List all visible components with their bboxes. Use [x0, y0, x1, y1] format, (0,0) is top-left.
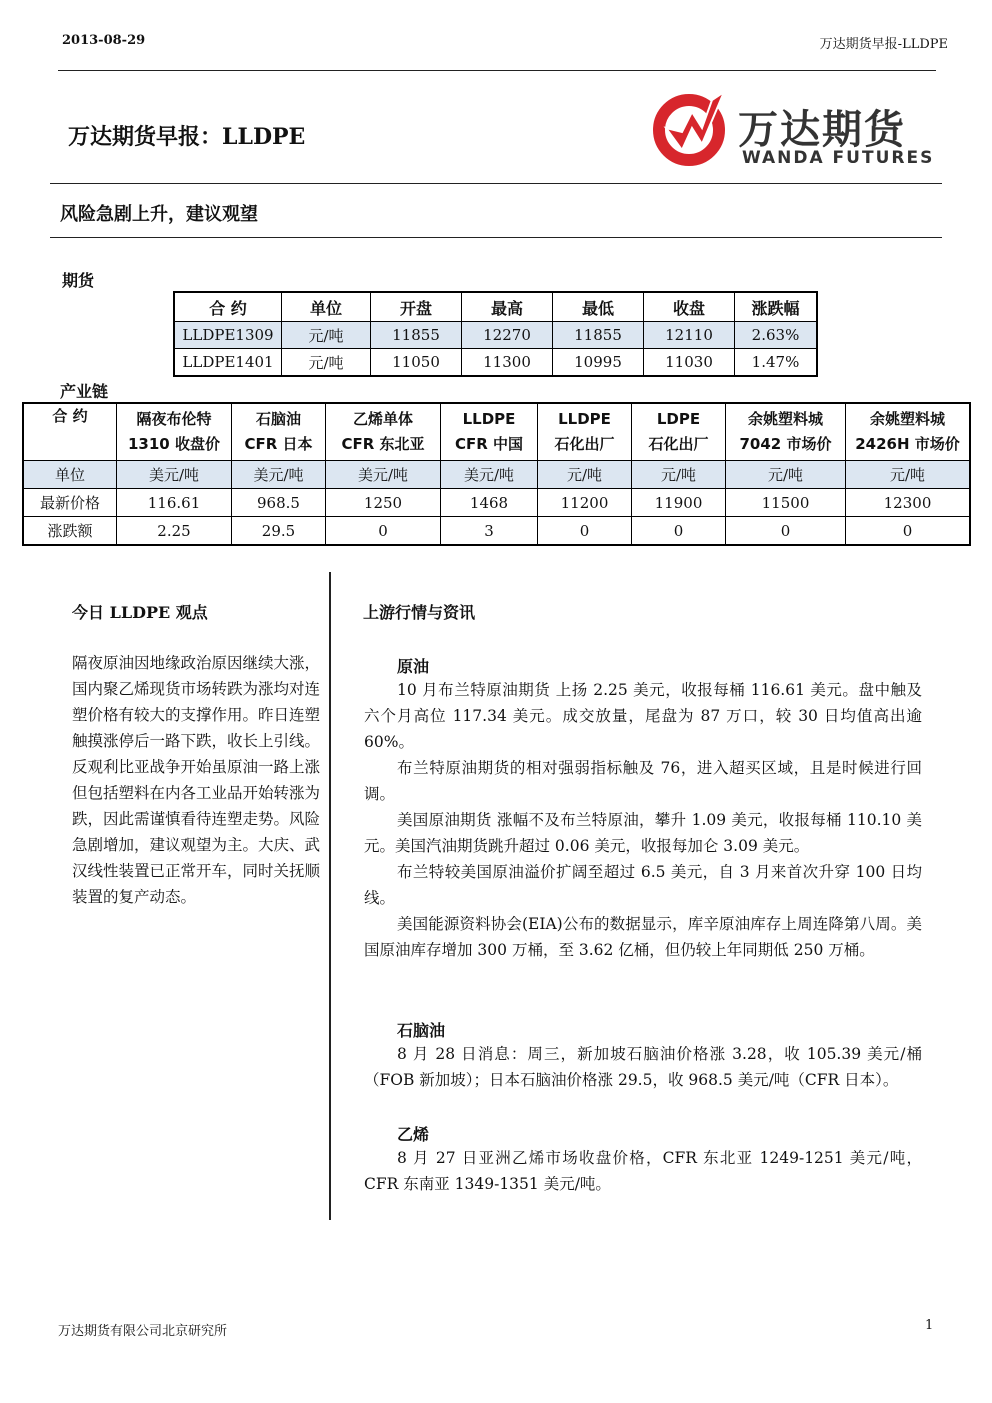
- table-cell: 116.61: [117, 489, 232, 517]
- table-cell: 单位: [23, 461, 117, 489]
- futures-table: [173, 291, 818, 377]
- table-cell: 涨跌额: [23, 517, 117, 546]
- report-subtitle: 风险急剧上升，建议观望: [60, 204, 258, 225]
- header-line: LLDPE: [558, 410, 611, 428]
- header-cell: [117, 403, 232, 461]
- table-cell: 968.5: [232, 489, 326, 517]
- table-cell: 11050: [371, 349, 462, 377]
- header-line: 2426H 市场价: [855, 435, 960, 453]
- header-line: 隔夜布伦特: [136, 410, 212, 428]
- table-cell: 11900: [632, 489, 726, 517]
- table-header-row: [174, 292, 817, 322]
- table-row: [23, 489, 970, 517]
- table-cell: 元/吨: [632, 461, 726, 489]
- header-cell: [846, 403, 971, 461]
- table-cell: 11500: [726, 489, 846, 517]
- crude-paragraph-1: 10 月布兰特原油期货 上扬 2.25 美元，收报每桶 116.61 美元。盘中触及六个月高位 117.34 美元。成交放量，尾盘为 87 万口，较 30 日均值高出逾 60%。: [364, 681, 922, 751]
- header-cell: 单位: [282, 292, 371, 322]
- crude-paragraph-5: 美国能源资料协会(EIA)公布的数据显示，库辛原油库存上周连降第八周。美国原油库存增加 300 万桶，至 3.62 亿桶，但仍较上年同期低 250 万桶。: [364, 915, 922, 959]
- header-cell: 收盘: [644, 292, 735, 322]
- header-rule: [58, 70, 936, 71]
- header-line: 余姚塑料城: [747, 410, 823, 428]
- header-cell: 最高: [462, 292, 553, 322]
- futures-section-label: 期货: [62, 271, 95, 290]
- header-line: 石化出厂: [648, 435, 709, 453]
- table-cell: 11030: [644, 349, 735, 377]
- industry-chain-table: [22, 402, 971, 546]
- table-cell: 0: [538, 517, 632, 546]
- table-cell: LLDPE1401: [174, 349, 282, 377]
- header-line: CFR 东北亚: [341, 435, 425, 453]
- crude-oil-heading: 原油: [397, 657, 430, 676]
- table-cell: 0: [632, 517, 726, 546]
- ethylene-paragraph: 8 月 27 日亚洲乙烯市场收盘价格，CFR 东北亚 1249-1251 美元/吨，CFR 东南亚 1349-1351 美元/吨。: [364, 1149, 922, 1193]
- naphtha-paragraph: 8 月 28 日消息：周三，新加坡石脑油价格涨 3.28，收 105.39 美元/桶（FOB 新加坡）；日本石脑油价格涨 29.5，收 968.5 美元/吨（CFR 日本）。: [364, 1045, 922, 1089]
- chain-section-label: 产业链: [60, 382, 109, 401]
- logo-english-name: WANDA FUTURES: [742, 148, 935, 168]
- table-cell: 2.25: [117, 517, 232, 546]
- table-cell: 12300: [846, 489, 971, 517]
- outlook-body: 隔夜原油因地缘政治原因继续大涨，国内聚乙烯现货市场转跌为涨均对连塑价格有较大的支撑作用。昨日连塑触摸涨停后一路下跌，收长上引线。反观利比亚战争开始虽原油一路上涨但包括塑料在内各工业品开始转涨为跌，因此需谨慎看待连塑走势。风险急剧增加，建议观望为主。大庆、武汉线性装置已正常开车，同时关抚顺装置的复产动态。: [72, 654, 321, 906]
- table-row: [174, 322, 817, 349]
- page-number: 1: [925, 1318, 934, 1333]
- table-row: [174, 349, 817, 377]
- table-cell: 美元/吨: [441, 461, 538, 489]
- header-cell: [538, 403, 632, 461]
- logo-chinese-name: 万达期货: [738, 107, 906, 153]
- table-cell: 最新价格: [23, 489, 117, 517]
- table-cell: 12270: [462, 322, 553, 349]
- header-line: 1310 收盘价: [128, 435, 220, 453]
- header-cell: [726, 403, 846, 461]
- header-line: LDPE: [656, 410, 701, 428]
- crude-paragraph-3: 美国原油期货 涨幅不及布兰特原油，攀升 1.09 美元，收报每桶 110.10 美元。美国汽油期货跳升超过 0.06 美元，收报每加仑 3.09 美元。: [364, 811, 922, 855]
- header-line: LLDPE: [462, 410, 516, 428]
- table-cell: 12110: [644, 322, 735, 349]
- header-line: 石化出厂: [554, 435, 615, 453]
- table-cell: 3: [441, 517, 538, 546]
- header-line: 乙烯单体: [352, 410, 413, 428]
- header-line: CFR 日本: [244, 435, 313, 453]
- table-cell: 11200: [538, 489, 632, 517]
- header-line: 7042 市场价: [739, 435, 832, 453]
- table-cell: 11300: [462, 349, 553, 377]
- table-cell: 0: [846, 517, 971, 546]
- header-line: 合 约: [52, 407, 88, 425]
- table-row: [23, 517, 970, 546]
- table-cell: 元/吨: [538, 461, 632, 489]
- column-divider: [329, 572, 331, 1220]
- outlook-heading: 今日 LLDPE 观点: [72, 603, 208, 622]
- table-row: [23, 461, 970, 489]
- title-rule: [50, 183, 942, 184]
- crude-paragraph-2: 布兰特原油期货的相对强弱指标触及 76，进入超买区域，且是时候进行回调。: [364, 759, 922, 803]
- header-cell: [441, 403, 538, 461]
- table-cell: 1250: [326, 489, 441, 517]
- wanda-logo: [652, 88, 935, 170]
- table-cell: 0: [326, 517, 441, 546]
- upstream-heading: 上游行情与资讯: [363, 603, 476, 622]
- header-line: 石脑油: [255, 410, 301, 428]
- header-cell: 涨跌幅: [735, 292, 818, 322]
- header-cell: [232, 403, 326, 461]
- crude-paragraph-4: 布兰特较美国原油溢价扩阔至超过 6.5 美元，自 3 月来首次升穿 100 日均线。: [364, 863, 922, 907]
- header-cell: [326, 403, 441, 461]
- table-cell: 元/吨: [726, 461, 846, 489]
- table-cell: 1.47%: [735, 349, 818, 377]
- naphtha-heading: 石脑油: [397, 1021, 446, 1040]
- table-cell: 29.5: [232, 517, 326, 546]
- table-cell: 美元/吨: [117, 461, 232, 489]
- report-title: 万达期货早报：LLDPE: [68, 124, 306, 150]
- header-line: 余姚塑料城: [869, 410, 945, 428]
- table-cell: 0: [726, 517, 846, 546]
- header-cell: 最低: [553, 292, 644, 322]
- subtitle-rule: [50, 237, 942, 238]
- report-date: 2013-08-29: [62, 33, 146, 48]
- header-line: CFR 中国: [454, 435, 524, 453]
- table-cell: 1468: [441, 489, 538, 517]
- header-cell: 开盘: [371, 292, 462, 322]
- table-cell: 美元/吨: [326, 461, 441, 489]
- table-cell: 10995: [553, 349, 644, 377]
- header-cell: 合 约: [174, 292, 282, 322]
- table-header-row: [23, 403, 970, 461]
- table-cell: 元/吨: [846, 461, 971, 489]
- table-cell: 2.63%: [735, 322, 818, 349]
- header-cell: [632, 403, 726, 461]
- wanda-logo-mark-icon: [652, 88, 730, 168]
- running-header: 万达期货早报-LLDPE: [819, 37, 948, 52]
- table-cell: 11855: [553, 322, 644, 349]
- table-cell: 元/吨: [282, 349, 371, 377]
- table-cell: 元/吨: [282, 322, 371, 349]
- table-cell: 11855: [371, 322, 462, 349]
- ethylene-heading: 乙烯: [397, 1125, 430, 1144]
- table-cell: LLDPE1309: [174, 322, 282, 349]
- table-cell: 美元/吨: [232, 461, 326, 489]
- footer-organization: 万达期货有限公司北京研究所: [58, 1324, 228, 1339]
- header-cell: [23, 403, 117, 461]
